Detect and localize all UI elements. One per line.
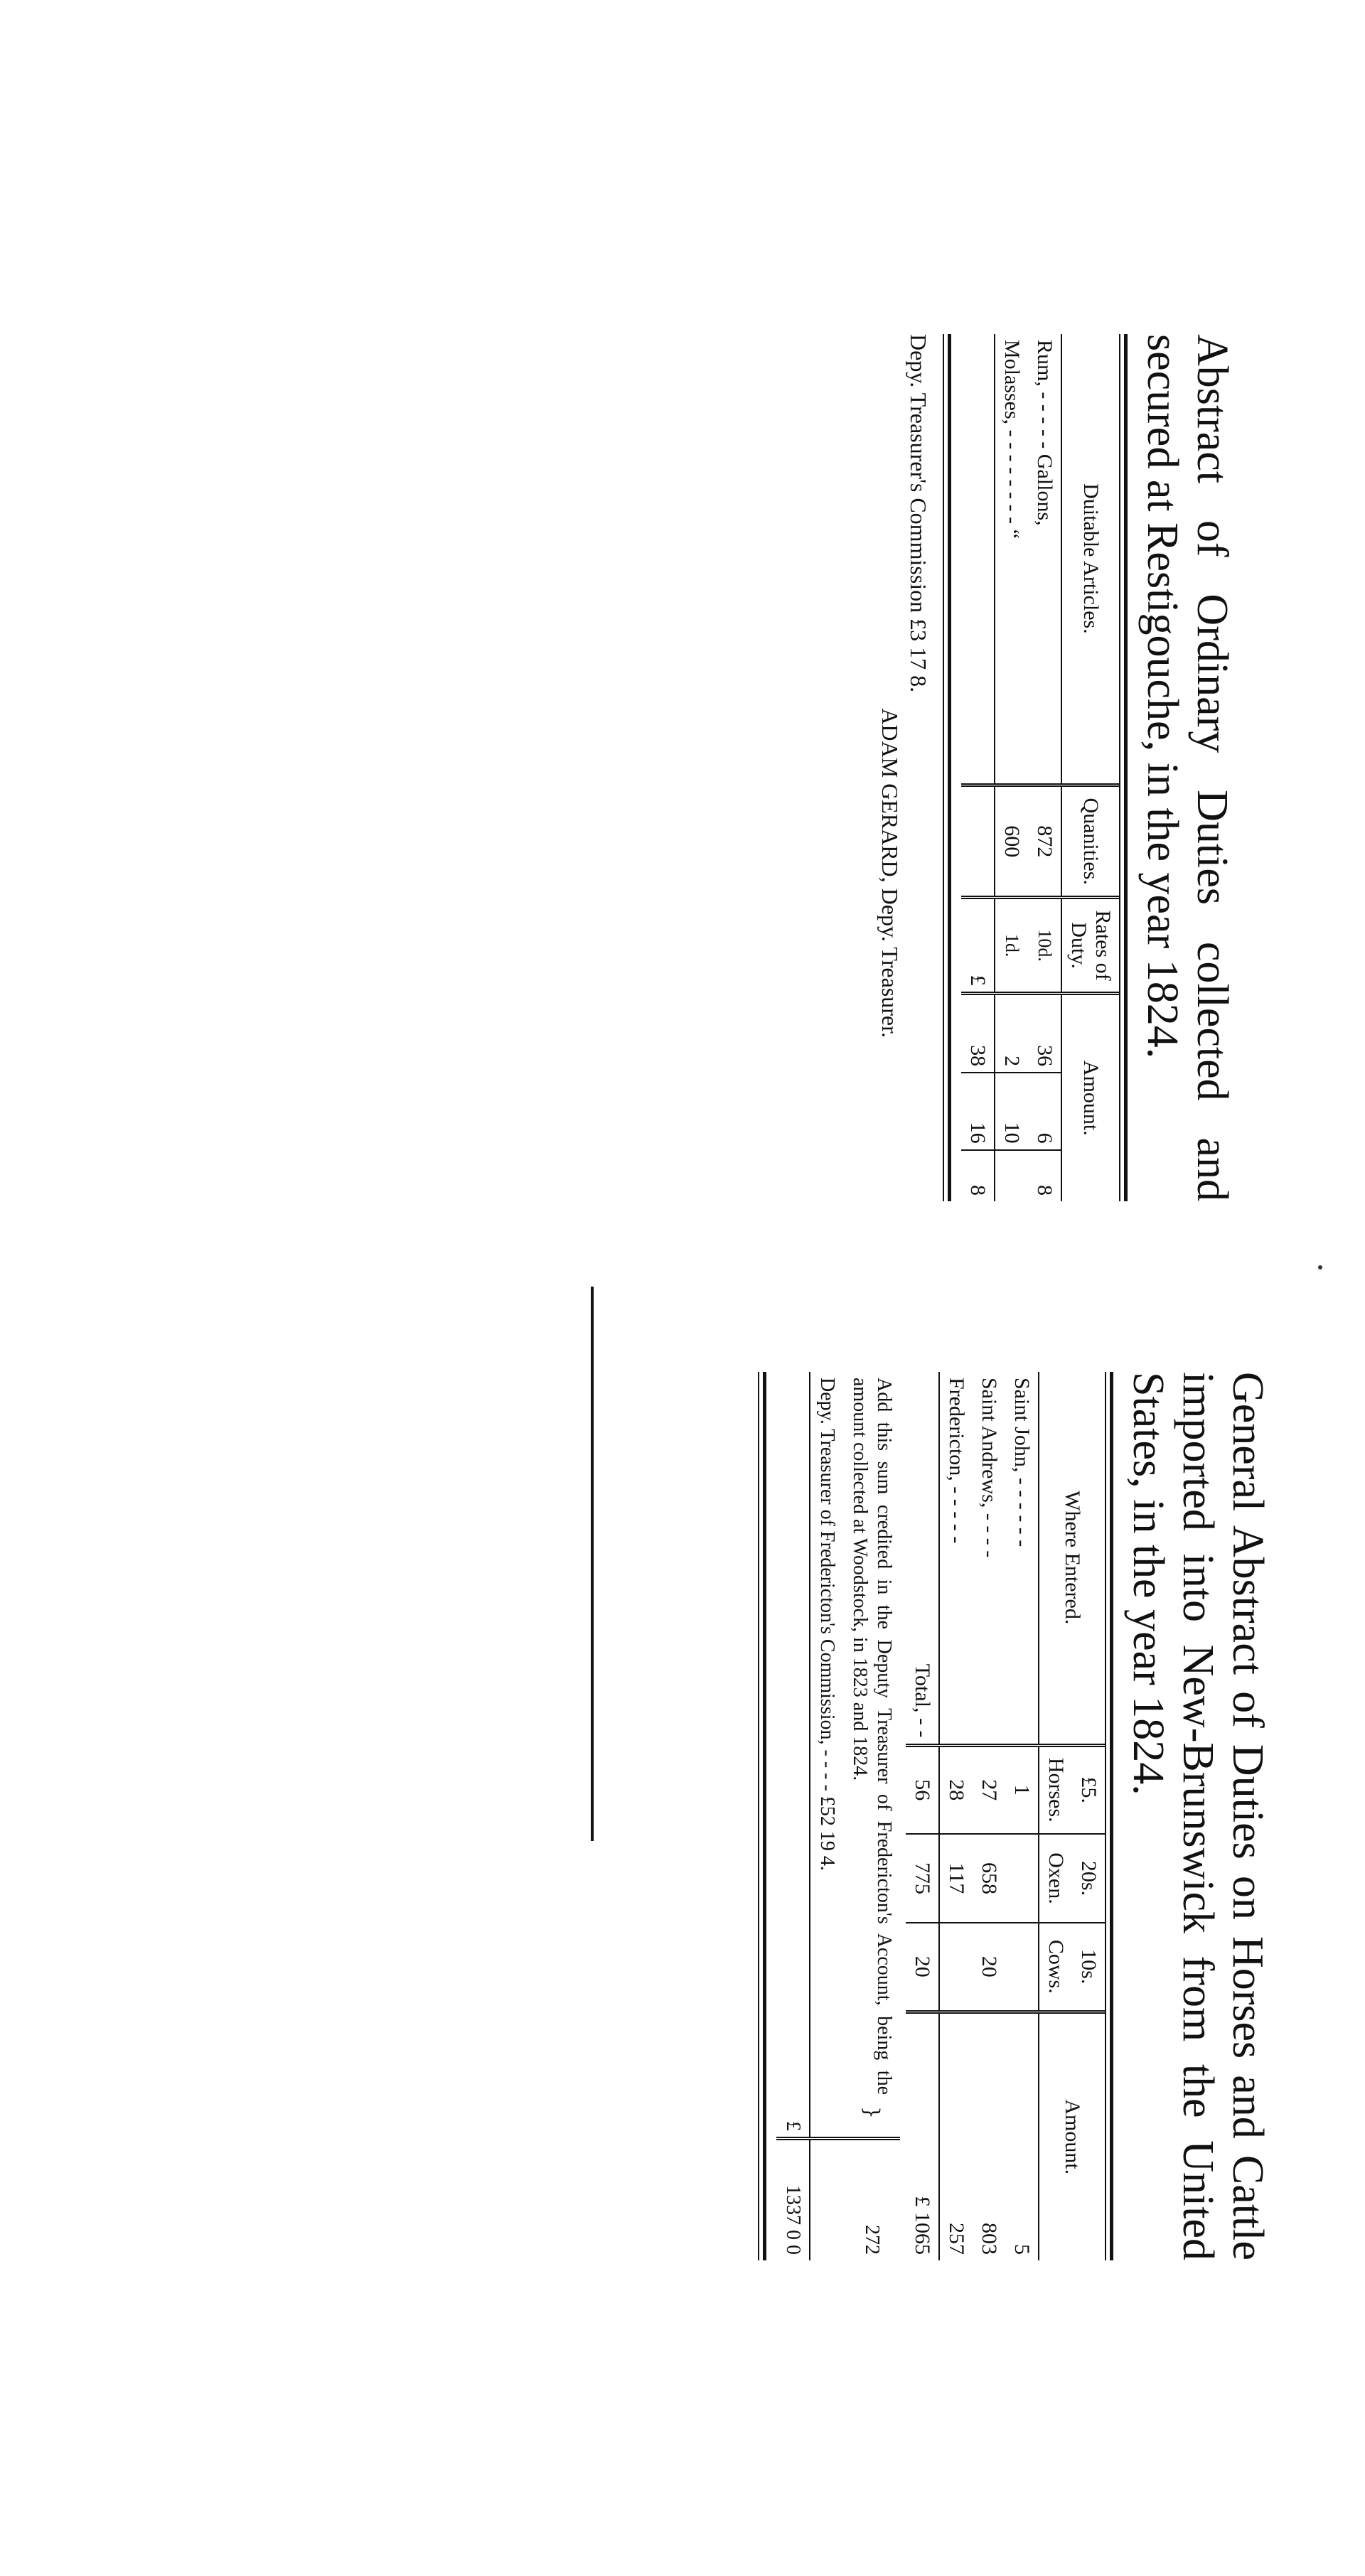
commission-label: Depy. Treasurer of Fredericton's Commission, - - - - [816, 1378, 838, 1791]
total-amount: 1065 [911, 2212, 934, 2255]
grand-total-pence: 0 [782, 2245, 804, 2255]
header-articles: Duitable Articles. [1061, 334, 1119, 785]
total-pence: 8 [961, 1150, 995, 1201]
table-row [939, 1372, 973, 2260]
section2-top-rule [1105, 1372, 1113, 2260]
signature: ADAM GERARD, Depy. Treasurer. [877, 708, 903, 1038]
header-amount: Amount. [1061, 993, 1119, 1201]
total-currency: £ [911, 2196, 934, 2207]
commission-line: Depy. Treasurer's Commission £3 17 8. [906, 334, 931, 693]
table-row [1005, 1372, 1039, 2260]
brace-mark: } [860, 2106, 884, 2119]
duties-table [961, 334, 1119, 1201]
section1-title: Abstract of Ordinary Duties collected and secured at Restigouche, in the year 1824. [1138, 334, 1236, 1201]
total-horses: 56 [906, 1745, 939, 1834]
place: Saint Andrews, - - - - [978, 1378, 1001, 1558]
restigouche-abstract [876, 334, 1237, 1201]
section-divider [591, 1287, 594, 1841]
amount-pence: 8 [1028, 1150, 1061, 1201]
header-cows: Cows. [1039, 1923, 1072, 2012]
place: Saint John, - - - - - - [1010, 1378, 1034, 1547]
woodstock-amount: 272 [843, 2138, 900, 2260]
header-cows-rate: 10s. [1072, 1923, 1105, 2012]
header-oxen-rate: 20s. [1072, 1834, 1105, 1923]
grand-total-pounds: 1337 [782, 2185, 804, 2225]
total-pounds: 38 [961, 993, 995, 1073]
amount: 803 [973, 2012, 1005, 2260]
total-label: Total, - - [906, 1372, 939, 1745]
total-cows: 20 [906, 1923, 939, 2012]
header-where: Where Entered. [1039, 1372, 1105, 1745]
quantity: 872 [1028, 785, 1061, 898]
woodstock-note: Add this sum credited in the Deputy Treasurer of Fredericton's Account, being the amount collected at Woodstock, in 1823 and 1824. [849, 1378, 895, 2095]
grand-total-shillings: 0 [782, 2230, 804, 2240]
amount: 257 [939, 2012, 973, 2260]
table-row [1028, 334, 1061, 1201]
quantity: 600 [995, 785, 1028, 898]
horses: 28 [939, 1745, 973, 1834]
amount: 5 [1005, 2012, 1039, 2260]
header-oxen: Oxen. [1039, 1834, 1072, 1923]
speck-mark [1318, 1265, 1322, 1270]
cows [1005, 1923, 1039, 2012]
amount-shillings: 6 [1028, 1073, 1061, 1150]
livestock-table [906, 1372, 1105, 2260]
total-oxen: 775 [906, 1834, 939, 1923]
horses: 1 [1005, 1745, 1039, 1834]
amount-shillings: 10 [995, 1073, 1028, 1150]
commission-amount: £52 19 4. [816, 1796, 838, 1871]
total-row [961, 334, 995, 1201]
header-quantities: Quanities. [1061, 785, 1119, 898]
oxen [1005, 1834, 1039, 1923]
rate: 1d. [995, 898, 1028, 993]
horses-cattle-abstract [758, 1372, 1273, 2260]
total-shillings: 16 [961, 1073, 995, 1150]
amount-pounds: 2 [995, 993, 1028, 1073]
header-horses-rate: £5. [1072, 1745, 1105, 1834]
place: Fredericton, - - - - - [945, 1378, 968, 1544]
article-name: Rum, - - - - - Gallons, [1033, 340, 1056, 526]
grand-total-currency: £ [776, 2100, 810, 2138]
article-name: Molasses, - - - - - - - - “ [1000, 340, 1024, 539]
amount-pence [995, 1150, 1028, 1201]
cows [939, 1923, 973, 2012]
total-row [906, 1372, 939, 2260]
cows: 20 [973, 1923, 1005, 2012]
amount-pounds: 36 [1028, 993, 1061, 1073]
section1-bottom-rule [943, 334, 951, 1201]
oxen: 117 [939, 1834, 973, 1923]
rate: 10d. [1028, 898, 1061, 993]
header-horses: Horses. [1039, 1745, 1072, 1834]
section1-top-rule [1119, 334, 1128, 1201]
additions-table [776, 1372, 900, 2260]
total-currency: £ [961, 898, 995, 993]
oxen: 658 [973, 1834, 1005, 1923]
table-row [995, 334, 1028, 1201]
header-rates: Rates of Duty. [1061, 898, 1119, 993]
horses: 27 [973, 1745, 1005, 1834]
header-amount: Amount. [1039, 2012, 1105, 2260]
section2-bottom-rule [758, 1372, 766, 2260]
table-row [973, 1372, 1005, 2260]
section2-title: General Abstract of Duties on Horses and Cattle imported into New-Brunswick from the United States, in the year 1824. [1124, 1372, 1272, 2260]
